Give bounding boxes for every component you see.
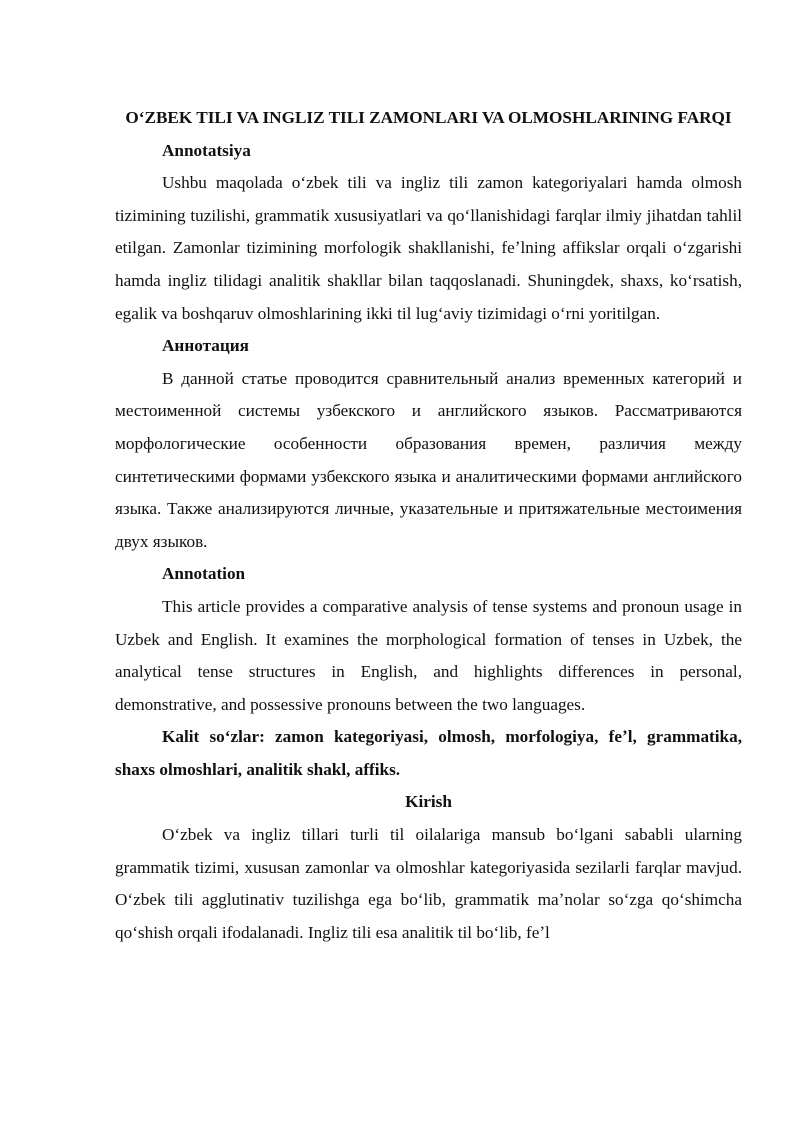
annotation-uz-heading: Annotatsiya: [162, 140, 251, 160]
introduction-heading: Kirish: [405, 792, 452, 812]
annotation-uz-text: Ushbu maqolada oʻzbek tili va ingliz tili zamon kategoriyalari hamda olmosh tizimining tuzilishi, grammatik xususiyatlari va qoʻllanishidagi farqlar ilmiy jihatdan tahlil etilgan. Zamonlar tizimining morfologik shakllanishi, feʼlning affikslar orqali oʻzgarishi hamda ingliz tilidagi analitik shakllar bilan taqqoslanadi. Shuningdek, shaxs, koʻrsatish, egalik va boshqaruv olmoshlarining ikki til lugʻaviy tizimidagi oʻrni yoritilgan.: [115, 173, 742, 323]
annotation-en-text: This article provides a comparative analysis of tense systems and pronoun usage in Uzbek and English. It examines the morphological formation of tenses in Uzbek, the analytical tense structures in English, and highlights differences in personal, demonstrative, and possessive pronouns between the two languages.: [115, 596, 742, 714]
document-title: OʻZBEK TILI VA INGLIZ TILI ZAMONLARI VA OLMOSHLARINING FARQI: [125, 108, 732, 127]
keywords: Kalit soʻzlar: zamon kategoriyasi, olmosh, morfologiya, feʼl, grammatika, shaxs olmoshlari, analitik shakl, affiks.: [115, 727, 742, 779]
annotation-en-heading: Annotation: [162, 564, 246, 584]
document-page: [115, 102, 742, 949]
annotation-ru-heading: Аннотация: [162, 336, 249, 356]
introduction-text: Oʻzbek va ingliz tillari turli til oilalariga mansub boʻlgani sababli ularning grammatik tizimi, xususan zamonlar va olmoshlar kategoriyasida sezilarli farqlar mavjud. Oʻzbek tili agglutinativ tuzilishga ega boʻlib, grammatik maʼnolar soʻzga qoʻshimcha qoʻshish orqali ifodalanadi. Ingliz tili esa analitik til boʻlib, feʼl: [115, 825, 742, 942]
annotation-ru-text: В данной статье проводится сравнительный анализ временных категорий и местоименной системы узбекского и английского языков. Рассматриваются морфологические особенности образования времен, различия между синтетическими формами узбекского языка и аналитическими формами английского языка. Также анализируются личные, указательные и притяжательные местоимения двух языков.: [115, 368, 742, 551]
